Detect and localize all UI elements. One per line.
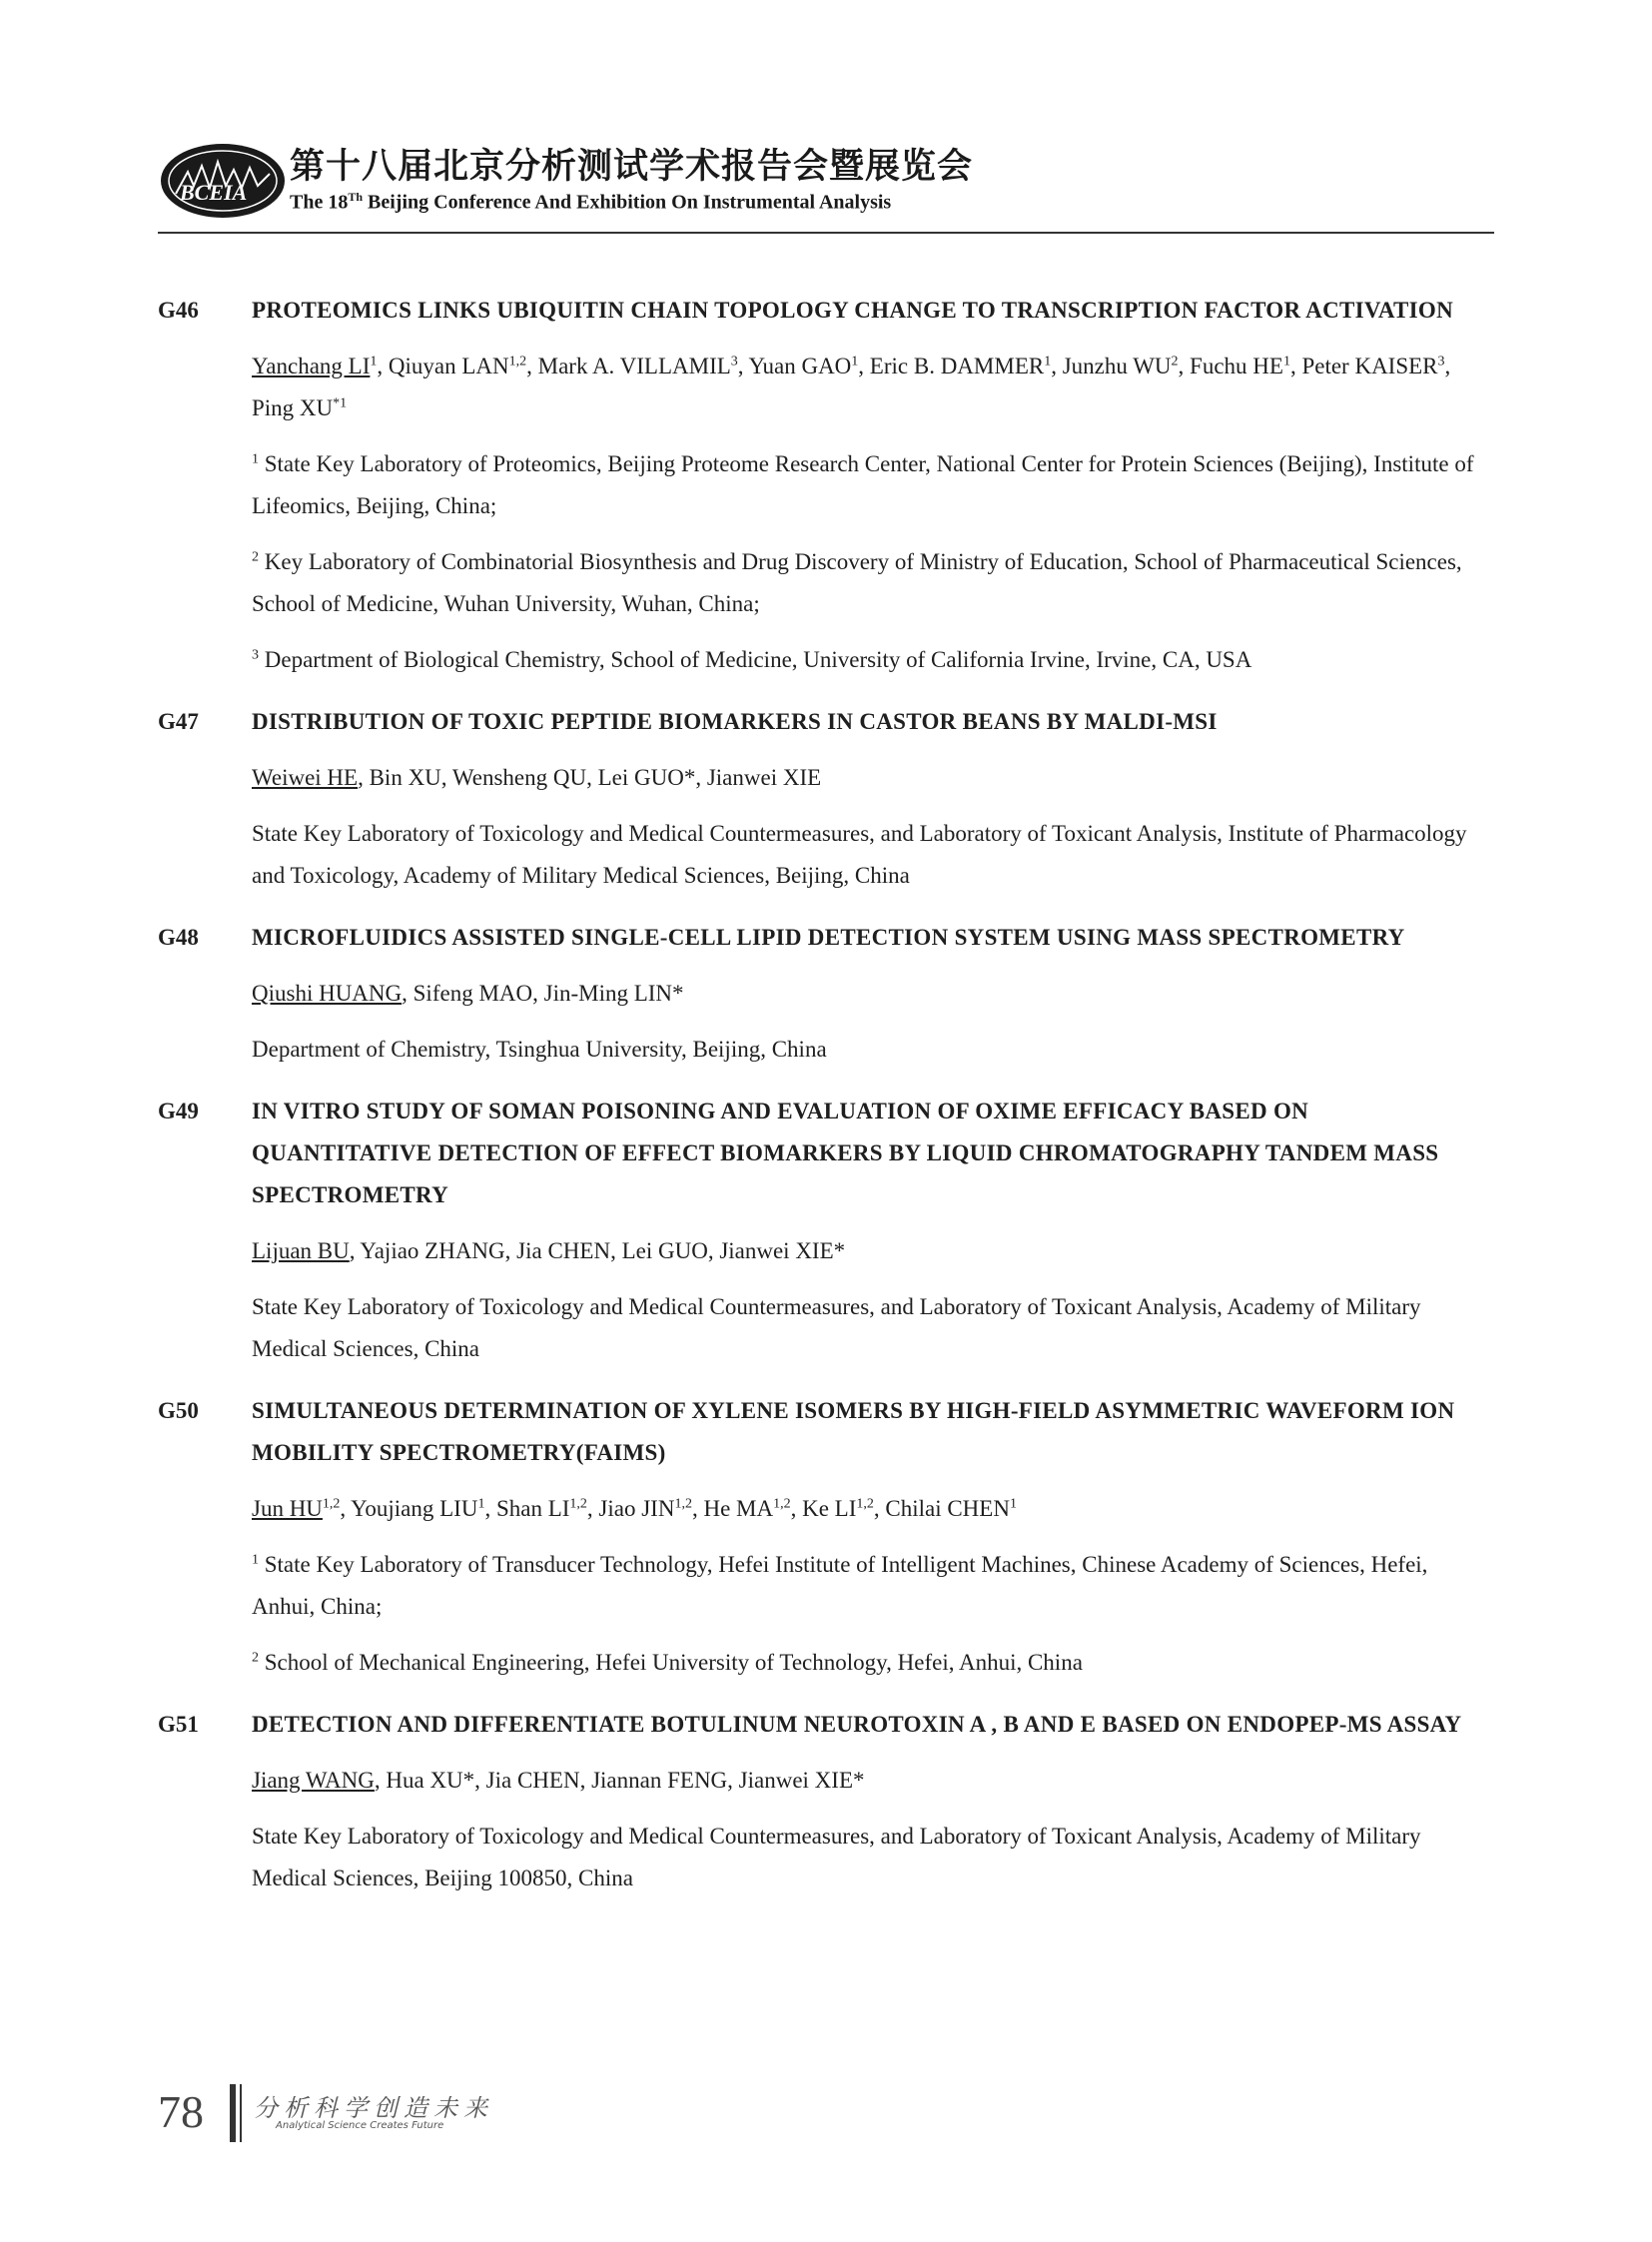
author-name: Hua XU* [386,1768,475,1793]
author-list: Weiwei HE, Bin XU, Wensheng QU, Lei GUO*, Jianwei XIE [252,765,822,790]
author-list: Jiang WANG, Hua XU*, Jia CHEN, Jiannan FENG, Jianwei XIE* [252,1768,865,1793]
slogan-en: Analytical Science Creates Future [276,2120,444,2131]
affiliation [252,1029,1486,1071]
author-affiliation-mark: 1,2 [569,1496,587,1512]
author-name: Peter KAISER [1301,354,1438,378]
conference-title-cn: 第十八届北京分析测试学术报告会暨展览会 [290,146,974,187]
affiliation-text: State Key Laboratory of Proteomics, Beijing Proteome Research Center, National Center for Protein Sciences (Beijing), Institute of Lifeomics, Beijing, China; [252,451,1474,518]
presenting-author: Weiwei HE [252,765,359,790]
affiliation-text: State Key Laboratory of Toxicology and Medical Countermeasures, and Laboratory of Toxicant Analysis, Institute of Pharmacology and Toxicology, Academy of Military Medical Sciences, Beijing, China [252,821,1467,888]
affiliation-text: State Key Laboratory of Toxicology and Medical Countermeasures, and Laboratory of Toxicant Analysis, Academy of Military Medical Sciences, China [252,1294,1421,1361]
author-name: Ping XU [252,395,334,420]
author-affiliation-mark: 1,2 [856,1496,874,1512]
author-list: Lijuan BU, Yajiao ZHANG, Jia CHEN, Lei GUO, Jianwei XIE* [252,1238,846,1263]
author-affiliation-mark: 1,2 [322,1496,341,1512]
author-name: Youjiang LIU [351,1496,478,1521]
abstract-code: G46 [158,298,199,323]
abstract-title: DETECTION AND DIFFERENTIATE BOTULINUM NEUROTOXIN A , B AND E BASED ON ENDOPEP-MS ASSAY [252,1712,1462,1737]
affiliation-mark: 3 [252,647,259,663]
abstract-entry [158,1704,1486,1899]
author-affiliation-mark: 2 [1171,354,1179,370]
author-name: Yuan GAO [748,354,852,378]
presenting-author: Jun HU [252,1496,323,1521]
author-list: Jun HU$^{1,2}$, Youjiang LIU$^1$, Shan LI$^{1,2}$, Jiao JIN$^{1,2}$, He MA$^{1,2}$, Ke LI$^{1,2}$, Chilai CHEN$^1$ [252,1496,1017,1521]
affiliation [252,1286,1486,1370]
author-name: Lei GUO* [597,765,696,790]
author-name: Jiannan FENG [591,1768,728,1793]
author-name: Jianwei XIE* [738,1768,865,1793]
bceia-logo [158,142,288,220]
abstract-entry [158,1091,1486,1370]
author-name: Jianwei XIE* [719,1238,846,1263]
author-name: Jia CHEN [485,1768,580,1793]
author-name: Junzhu WU [1062,354,1172,378]
author-affiliation-mark: 1 [1282,354,1290,370]
author-affiliation-mark: *1 [333,395,348,411]
affiliation-mark: 2 [252,549,259,565]
author-name: Lei GUO [621,1238,708,1263]
abstract-list [158,290,1486,1919]
author-name: Wensheng QU [451,765,587,790]
abstract-code: G50 [158,1398,199,1423]
affiliation-text: Department of Biological Chemistry, School of Medicine, University of California Irvine, Irvine, CA, USA [264,647,1252,672]
header-divider [158,232,1494,234]
presenting-author: Qiushi HUANG [252,981,403,1006]
abstract-code: G51 [158,1712,199,1737]
author-affiliation-mark: 3 [1437,354,1445,370]
affiliation-text: Key Laboratory of Combinatorial Biosynthesis and Drug Discovery of Ministry of Education, School of Pharmaceutical Sciences, School of Medicine, Wuhan University, Wuhan, China; [252,549,1462,616]
presenting-author: Yanchang LI [252,354,371,378]
affiliation-mark: 1 [252,451,259,467]
presenting-author: Jiang WANG [252,1768,375,1793]
author-name: Jia CHEN [516,1238,611,1263]
author-name: Shan LI [495,1496,570,1521]
affiliation [252,1642,1486,1684]
author-name: Eric B. DAMMER [869,354,1045,378]
affiliation [252,443,1486,527]
affiliation [252,541,1486,625]
author-name: Ke LI [802,1496,857,1521]
author-name: Jin-Ming LIN* [543,981,684,1006]
abstract-code: G49 [158,1099,199,1123]
author-affiliation-mark: 1,2 [674,1496,692,1512]
page-header [158,132,1494,234]
abstract-code: G48 [158,925,199,950]
author-name: Jianwei XIE [706,765,822,790]
affiliation-text: State Key Laboratory of Transducer Technology, Hefei Institute of Intelligent Machines, Chinese Academy of Sciences, Hefei, Anhui, China; [252,1552,1428,1619]
page-number: 78 [158,2086,204,2137]
abstract-title: MICROFLUIDICS ASSISTED SINGLE-CELL LIPID DETECTION SYSTEM USING MASS SPECTROMETRY [252,925,1405,950]
abstract-title: SIMULTANEOUS DETERMINATION OF XYLENE ISOMERS BY HIGH-FIELD ASYMMETRIC WAVEFORM ION MOBILITY SPECTROMETRY(FAIMS) [252,1398,1455,1465]
author-name: Sifeng MAO [413,981,533,1006]
author-affiliation-mark: 1,2 [773,1496,791,1512]
affiliation-text: School of Mechanical Engineering, Hefei University of Technology, Hefei, Anhui, China [264,1650,1083,1675]
affiliation-mark: 1 [252,1552,259,1568]
footer-bar [230,2084,236,2142]
abstract-code: G47 [158,709,199,734]
author-affiliation-mark: 1 [370,354,378,370]
abstract-entry [158,917,1486,1071]
affiliation [252,1816,1486,1899]
affiliation [252,639,1486,681]
affiliation [252,1544,1486,1628]
author-name: Bin XU [369,765,441,790]
author-list: Yanchang $LI^1$, Qiuyan LAN$^{1,2}$, Mark A. VILLAMIL$^3$, Yuan GAO$^1$, Eric B. DAMMER$^1$, Junzhu $WU^2$, Fuchu $HE^1$, Peter KAISER$^3$, Ping XU$^{*1}$ [252,354,1451,420]
abstract-title: DISTRIBUTION OF TOXIC PEPTIDE BIOMARKERS IN CASTOR BEANS BY MALDI-MSI [252,709,1218,734]
author-name: Jiao JIN [598,1496,675,1521]
footer-bar-thin [240,2084,242,2142]
affiliation-text: State Key Laboratory of Toxicology and Medical Countermeasures, and Laboratory of Toxicant Analysis, Academy of Military Medical Sciences, Beijing 100850, China [252,1824,1421,1890]
author-name: Fuchu HE [1190,354,1283,378]
author-name: Mark A. VILLAMIL [537,354,731,378]
presenting-author: Lijuan BU [252,1238,350,1263]
author-name: Chilai CHEN [885,1496,1010,1521]
author-affiliation-mark: 1 [1009,1496,1017,1512]
page-footer [158,2082,657,2152]
conference-title-en: The 18Th Beijing Conference And Exhibition On Instrumental Analysis [290,190,892,214]
abstract-entry [158,1390,1486,1684]
author-name: Qiuyan LAN [388,354,509,378]
affiliation-mark: 2 [252,1650,259,1666]
abstract-title: IN VITRO STUDY OF SOMAN POISONING AND EVALUATION OF OXIME EFFICACY BASED ON QUANTITATIVE DETECTION OF EFFECT BIOMARKERS BY LIQUID CHROMATOGRAPHY TANDEM MASS SPECTROMETRY [252,1099,1439,1207]
abstract-entry [158,701,1486,897]
author-affiliation-mark: 1,2 [508,354,527,370]
author-name: He MA [703,1496,774,1521]
author-affiliation-mark: 3 [730,354,738,370]
author-name: Yajiao ZHANG [360,1238,505,1263]
svg-text:BCEIA: BCEIA [180,180,248,205]
author-affiliation-mark: 1 [477,1496,485,1512]
affiliation-text: Department of Chemistry, Tsinghua University, Beijing, China [252,1037,827,1062]
affiliation [252,813,1486,897]
author-affiliation-mark: 1 [1044,354,1052,370]
slogan-cn: 分析科学创造未来 [254,2094,493,2122]
author-list: Qiushi HUANG, Sifeng MAO, Jin-Ming LIN* [252,981,684,1006]
abstract-entry [158,290,1486,681]
abstract-title: PROTEOMICS LINKS UBIQUITIN CHAIN TOPOLOGY CHANGE TO TRANSCRIPTION FACTOR ACTIVATION [252,298,1454,323]
author-affiliation-mark: 1 [851,354,859,370]
